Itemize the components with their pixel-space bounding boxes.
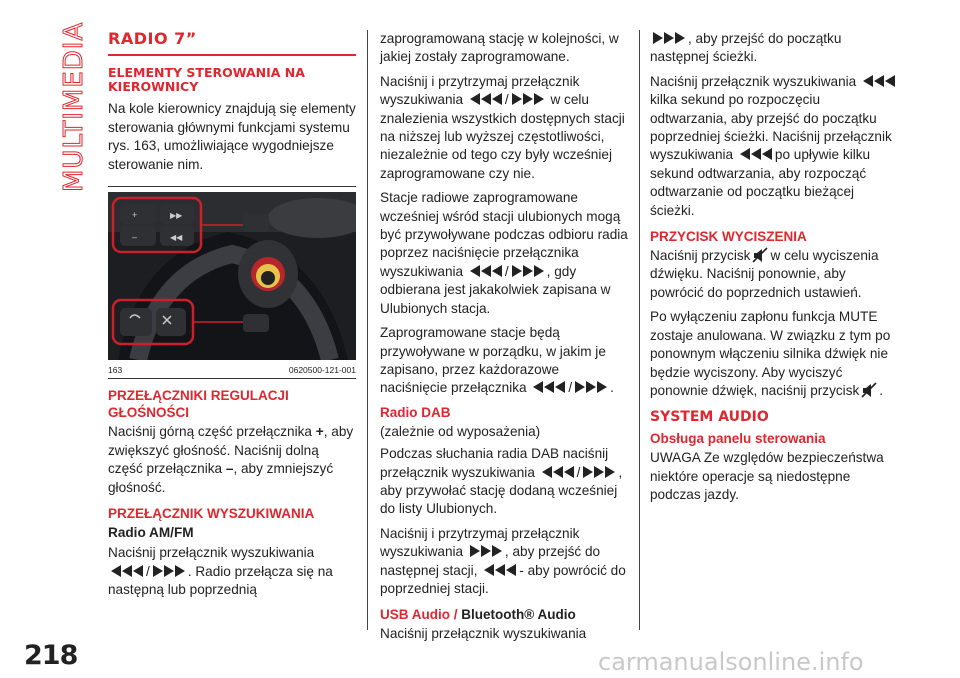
dab-heading: Radio DAB: [380, 404, 451, 420]
svg-text:◀◀: ◀◀: [170, 233, 183, 243]
am-fm-text: Naciśnij przełącznik wyszukiwania / . Radio przełącza się na następną lub poprzednią: [108, 545, 333, 598]
section-side-label: [56, 20, 90, 195]
next-track-icon: [511, 91, 545, 107]
steering-controls-text: Na kole kierownicy znajdują się elementy sterowania głównymi funkcjami systemu rys. 163, umożliwiające wygodniejsze sterowanie nim.: [108, 101, 356, 172]
column-2: [380, 30, 628, 650]
side-label-text: MULTIMEDIA: [59, 21, 89, 192]
previous-track-icon: [862, 73, 896, 89]
previous-track-icon: [739, 146, 773, 162]
column-1: [108, 30, 356, 606]
mute-icon: [752, 247, 768, 263]
col3-paragraph-1: , aby przejść do początku następnej ścieżki.: [650, 31, 842, 65]
previous-track-icon: [541, 464, 575, 480]
next-track-icon: [511, 263, 545, 279]
mute-text: Naciśnij przycisk w celu wyciszenia dźwięku. Naciśnij ponownie, aby powrócić do poprzednich ustawień.: [650, 248, 879, 300]
column-divider-2: [639, 30, 640, 630]
previous-track-icon: [483, 562, 517, 578]
col2-paragraph-1: zaprogramowaną stację w kolejności, w jakiej zostały zaprogramowane.: [380, 31, 619, 65]
usb-bluetooth-heading: USB Audio / Bluetooth® Audio: [380, 607, 576, 623]
col2-paragraph-2: Naciśnij i przytrzymaj przełącznik wyszukiwania / w celu znalezienia wszystkich dostępnych stacji na niższej lub wyższej częstotliwości, niezależnie od tego czy były wcześniej zaprogramowane czy nie.: [380, 73, 625, 181]
mute-heading: PRZYCISK WYCISZENIA: [650, 229, 807, 245]
column-3: [650, 30, 900, 511]
col2-paragraph-3: Stacje radiowe zaprogramowane wcześniej wśród stacji ulubionych mogą być przywoływane podczas odbioru radia poprzez naciśnięcie przełącznika wyszukiwania / , gdy odbierana jest jakakolwiek zapisana w Ulubionych stacja.: [380, 190, 628, 316]
figure-code: 0620500-121-001: [288, 365, 356, 376]
figure-number: 163: [108, 365, 123, 376]
next-track-icon: [652, 30, 686, 46]
next-track-icon: [574, 379, 608, 395]
column-divider-1: [367, 30, 368, 630]
previous-track-icon: [110, 563, 144, 579]
svg-text:+: +: [132, 210, 138, 221]
figure-163: [108, 186, 356, 379]
next-track-icon: [152, 563, 186, 579]
col3-paragraph-2: Naciśnij przełącznik wyszukiwania kilka sekund po rozpoczęciu odtwarzania, aby przejść do początku poprzedniej ścieżki. Naciśnij przełącznik wyszukiwania po upływie kilku sekund odtwarzania, aby rozpocząć odtwarzanie od początku bieżącej ścieżki.: [650, 73, 900, 220]
volume-heading: PRZEŁĄCZNIKI REGULACJI GŁOŚNOŚCI: [108, 388, 289, 421]
svg-text:–: –: [132, 232, 138, 243]
page-title: RADIO 7”: [108, 30, 356, 56]
previous-track-icon: [469, 91, 503, 107]
plus-symbol: +: [315, 424, 324, 440]
panel-heading: Obsługa panelu sterowania: [650, 431, 826, 447]
col2-paragraph-4: Zaprogramowane stacje będą przywoływane w porządku, w jakim je zapisano, przez każdorazowe naciśnięcie przełącznika / .: [380, 325, 614, 396]
panel-text: UWAGA Ze względów bezpieczeństwa niektóre operacje są niedostępne podczas jazdy.: [650, 450, 884, 503]
previous-track-icon: [469, 263, 503, 279]
minus-symbol: –: [225, 461, 234, 477]
radio-am-fm-heading: Radio AM/FM: [108, 525, 194, 541]
watermark: carmanualsonline.info: [598, 648, 864, 676]
svg-text:▶▶: ▶▶: [170, 211, 183, 221]
mute-text-2: Po wyłączeniu zapłonu funkcja MUTE zostaje anulowana. W związku z tym po ponownym włączeniu silnika dźwięk nie będzie wyciszony. Aby wyciszyć ponownie dźwięk, naciśnij przycisk .: [650, 309, 891, 398]
next-track-icon: [582, 464, 616, 480]
steering-controls-heading: ELEMENTY STEROWANIA NA KIEROWNICY: [108, 65, 305, 95]
search-switch-heading: PRZEŁĄCZNIK WYSZUKIWANIA: [108, 506, 315, 522]
steering-wheel-image: [108, 192, 356, 360]
col2-paragraph-7: Naciśnij przełącznik wyszukiwania: [380, 626, 587, 642]
previous-track-icon: [532, 379, 566, 395]
system-audio-heading: SYSTEM AUDIO: [650, 409, 769, 426]
mute-icon: [861, 382, 877, 398]
col2-paragraph-6: Naciśnij i przytrzymaj przełącznik wyszukiwania , aby przejść do następnej stacji, - aby powrócić do poprzedniej stacji.: [380, 525, 626, 596]
page-number: 218: [24, 640, 78, 671]
dab-note: (zależnie od wyposażenia): [380, 423, 541, 439]
volume-text: Naciśnij górną część przełącznika +, aby zwiększyć głośność. Naciśnij dolną część przełącznika –, aby zmniejszyć głośność.: [108, 424, 354, 495]
col2-paragraph-5: Podczas słuchania radia DAB naciśnij przełącznik wyszukiwania / , aby przywołać stację dodaną wcześniej do listy Ulubionych.: [380, 446, 623, 517]
next-track-icon: [469, 543, 503, 559]
